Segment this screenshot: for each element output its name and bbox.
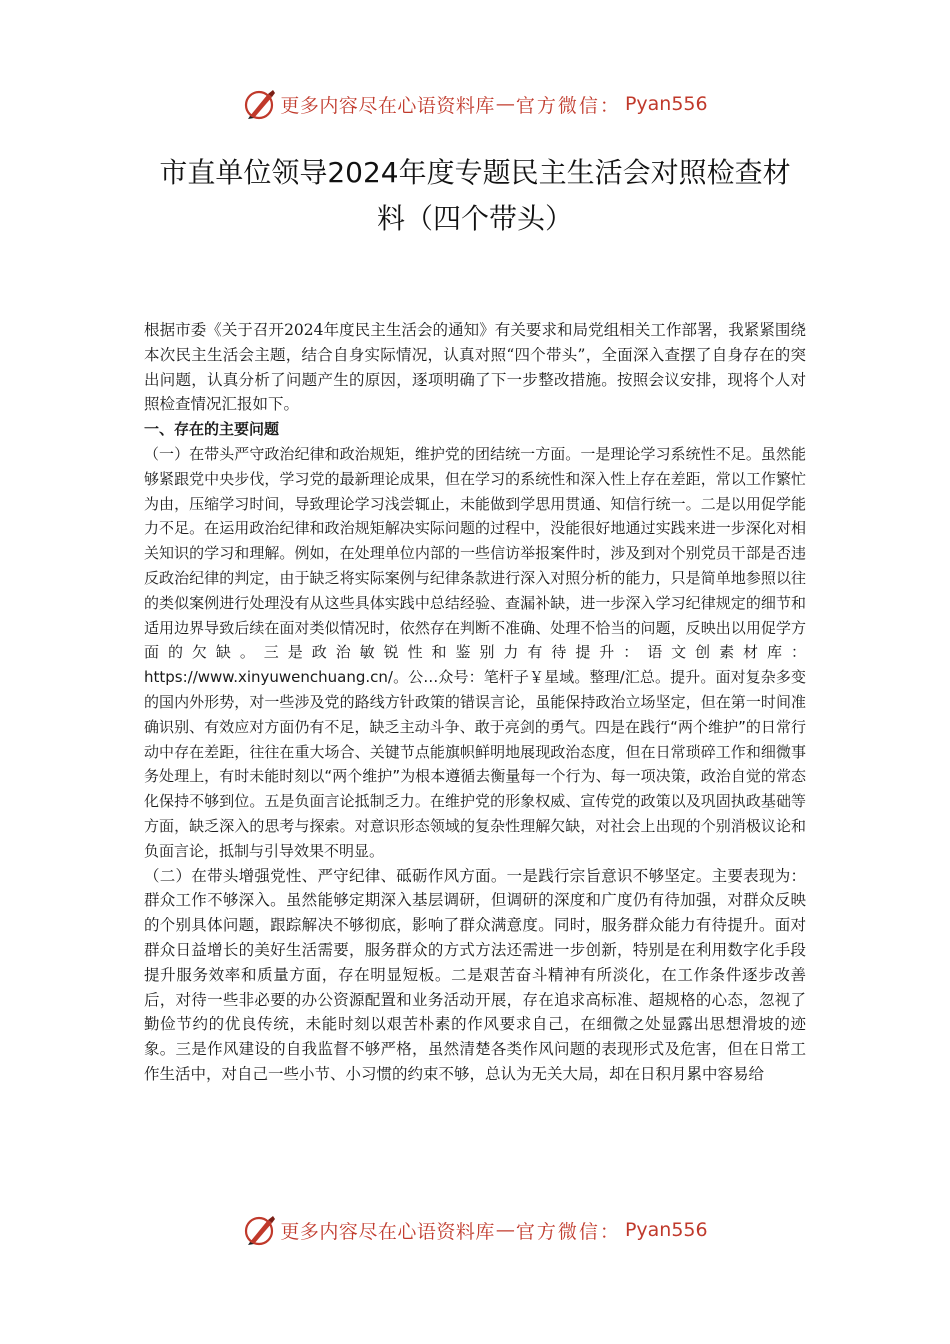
part-one-paragraph: （一）在带头严守政治纪律和政治规矩，维护党的团结统一方面。一是理论学习系统性不足。虽然能够紧跟党中央步伐，学习党的最新理论成果，但在学习的系统性和深入性上存在差距，常以工作繁忙为由，压缩学习时间，导致理论学习浅尝辄止，未能做到学思用贯通、知信行统一。二是以用促学能力不足。在运用政治纪律和政治规矩解决实际问题的过程中，没能很好地通过实践来进一步深化对相关知识的学习和理解。例如，在处理单位内部的一些信访举报案件时，涉及到对个别党员干部是否违反政治纪律的判定，由于缺乏将实际案例与纪律条款进行深入对照分析的能力，只是简单地参照以往的类似案例进行处理没有从这些具体实践中总结经验、查漏补缺，进一步深入学习纪律规定的细节和适用边界导致后续在面对类似情况时，依然存在判断不准确、处理不恰当的问题，反映出以用促学方面的欠缺。三是政治敏锐性和鉴别力有待提升：语文创素材库：https://www.xinyuwenchuang.cn/。公…众号：笔杆子￥星域。整理/汇总。提升。面对复杂多变的国内外形势，对一些涉及党的路线方针政策的错误言论，虽能保持政治立场坚定，但在第一时间准确识别、有效应对方面仍有不足，缺乏主动斗争、敢于亮剑的勇气。四是在践行“两个维护”的日常行动中存在差距，往往在重大场合、关键节点能旗帜鲜明地展现政治态度，但在日常琐碎工作和细微事务处理上，有时未能时刻以“两个维护”为根本遵循去衡量每一个行为、每一项决策，政治自觉的常态化保持不够到位。五是负面言论抵制乏力。在维护党的形象权威、宣传党的政策以及巩固执政基础等方面，缺乏深入的思考与探索。对意识形态领域的复杂性理解欠缺，对社会上出现的个别消极议论和负面言论，抵制与引导效果不明显。 xyxy=(144,444,806,860)
banner-wechat-label: 官方微信： xyxy=(515,94,621,117)
pen-logo-icon xyxy=(242,1212,278,1248)
section-heading: 一、存在的主要问题 xyxy=(144,420,280,439)
part-two-paragraph: （二）在带头增强党性、严守纪律、砥砺作风方面。一是践行宗旨意识不够坚定。主要表现为：群众工作不够深入。虽然能够定期深入基层调研，但调研的深度和广度仍有待加强，对群众反映的个别具体问题，跟踪解决不够彻底，影响了群众满意度。同时，服务群众能力有待提升。面对群众日益增长的美好生活需要，服务群众的方式方法还需进一步创新，特别是在利用数字化手段提升服务效率和质量方面，存在明显短板。二是艰苦奋斗精神有所淡化，在工作条件逐步改善后，对待一些非必要的办公资源配置和业务活动开展，存在追求高标准、超规格的心态，忽视了勤俭节约的优良传统，未能时刻以艰苦朴素的作风要求自己，在细微之处显露出思想滑坡的迹象。三是作风建设的自我监督不够严格，虽然清楚各类作风问题的表现形式及危害，但在日常工作生活中，对自己一些小节、小习惯的约束不够，总认为无关大局，却在日积月累中容易给 xyxy=(144,866,806,1083)
banner-dash: — xyxy=(495,93,515,115)
banner-brand-text: 更多内容尽在心语资料库 xyxy=(280,94,495,117)
document-body xyxy=(144,318,806,1087)
pen-logo-icon xyxy=(242,86,278,122)
footer-watermark-banner xyxy=(0,1210,950,1250)
banner-wechat-id: Pyan556 xyxy=(624,1219,708,1241)
banner-wechat-id: Pyan556 xyxy=(624,93,708,115)
banner-brand-text: 更多内容尽在心语资料库 xyxy=(280,1220,495,1243)
banner-dash: — xyxy=(495,1219,515,1241)
intro-paragraph: 根据市委《关于召开2024年度民主生活会的通知》有关要求和局党组相关工作部署，我紧紧围绕本次民主生活会主题，结合自身实际情况，认真对照“四个带头”，全面深入查摆了自身存在的突出问题，认真分析了问题产生的原因，逐项明确了下一步整改措施。按照会议安排，现将个人对照检查情况汇报如下。 xyxy=(144,321,806,414)
header-watermark-banner xyxy=(0,84,950,124)
banner-wechat-label: 官方微信： xyxy=(515,1220,621,1243)
document-title: 市直单位领导2024年度专题民主生活会对照检查材 料（四个带头） xyxy=(159,156,791,235)
